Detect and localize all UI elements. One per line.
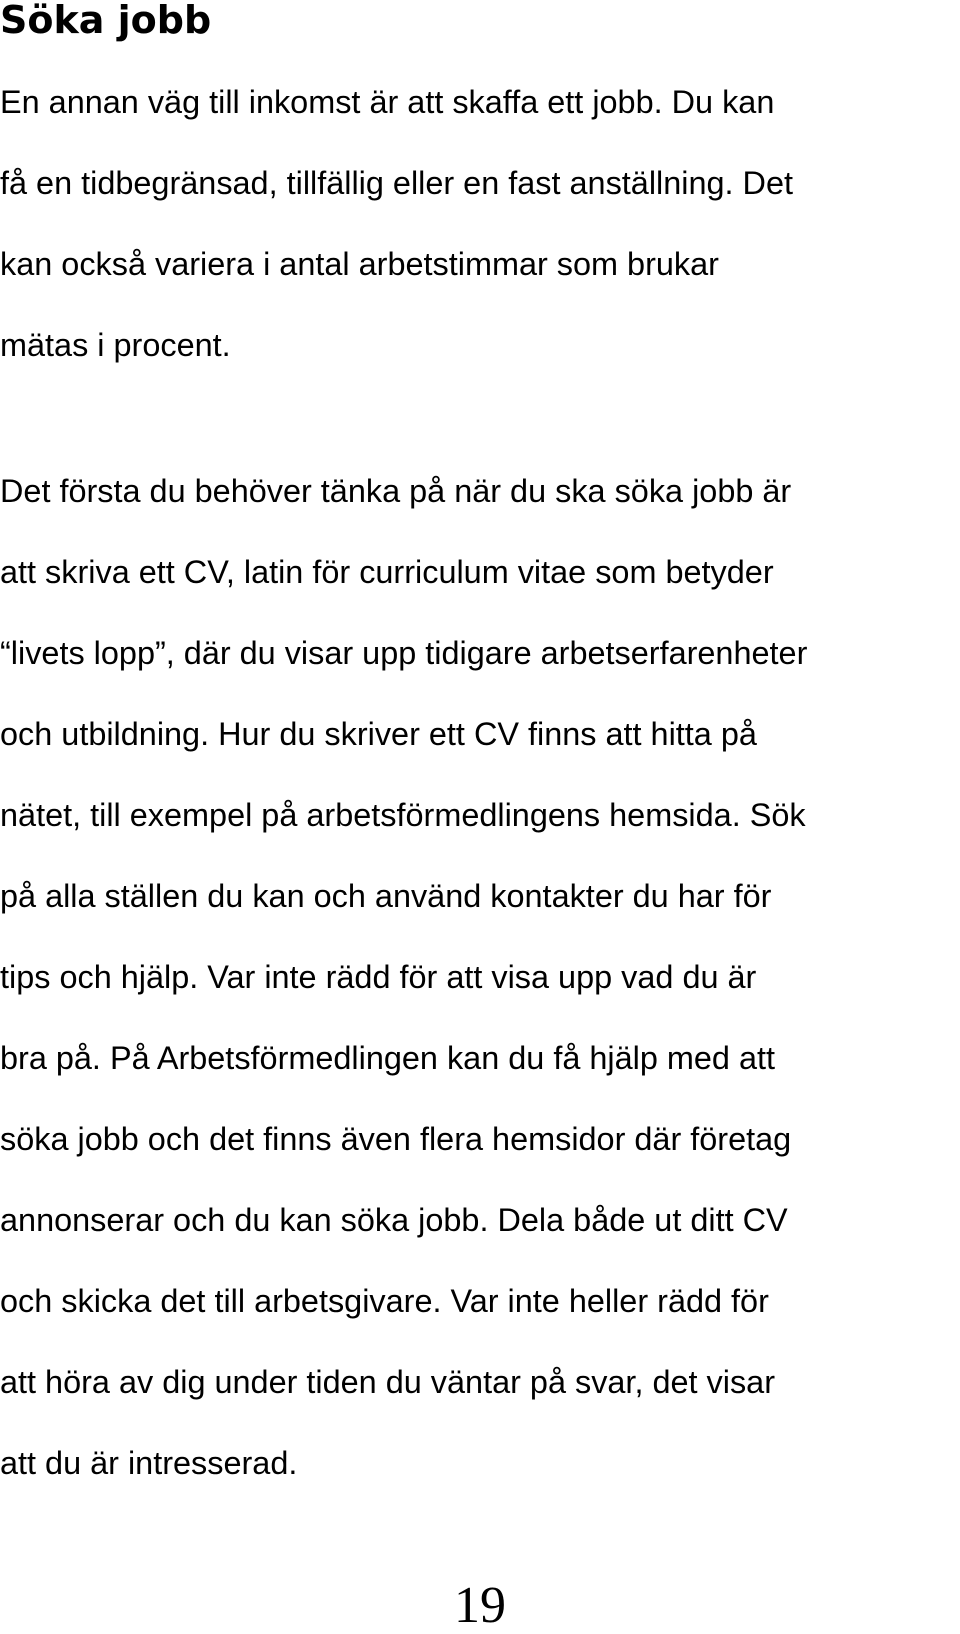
page-number: 19	[454, 1577, 506, 1634]
text-line: på alla ställen du kan och använd kontakter du har för	[0, 878, 772, 914]
text-line: tips och hjälp. Var inte rädd för att visa upp vad du är	[0, 959, 757, 995]
text-line: söka jobb och det finns även flera hemsidor där företag	[0, 1121, 792, 1157]
page-title: Söka jobb	[0, 0, 212, 42]
text-line: att du är intresserad.	[0, 1445, 298, 1481]
text-line: och utbildning. Hur du skriver ett CV finns att hitta på	[0, 716, 757, 752]
paragraph-cv	[0, 451, 960, 1504]
text-line: En annan väg till inkomst är att skaffa ett jobb. Du kan	[0, 84, 775, 120]
text-line: annonserar och du kan söka jobb. Dela både ut ditt CV	[0, 1202, 788, 1238]
text-line: Det första du behöver tänka på när du ska söka jobb är	[0, 473, 792, 509]
paragraph-income	[0, 62, 960, 386]
text-line: att skriva ett CV, latin för curriculum vitae som betyder	[0, 554, 774, 590]
text-line: bra på. På Arbetsförmedlingen kan du få hjälp med att	[0, 1040, 776, 1076]
text-line: nätet, till exempel på arbetsförmedlingens hemsida. Sök	[0, 797, 806, 833]
text-line: kan också variera i antal arbetstimmar som brukar	[0, 246, 719, 282]
text-line: mätas i procent.	[0, 327, 231, 363]
text-line: “livets lopp”, där du visar upp tidigare arbetserfarenheter	[0, 635, 808, 671]
text-line: få en tidbegränsad, tillfällig eller en fast anställning. Det	[0, 165, 794, 201]
text-line: och skicka det till arbetsgivare. Var inte heller rädd för	[0, 1283, 769, 1319]
text-line: att höra av dig under tiden du väntar på svar, det visar	[0, 1364, 775, 1400]
